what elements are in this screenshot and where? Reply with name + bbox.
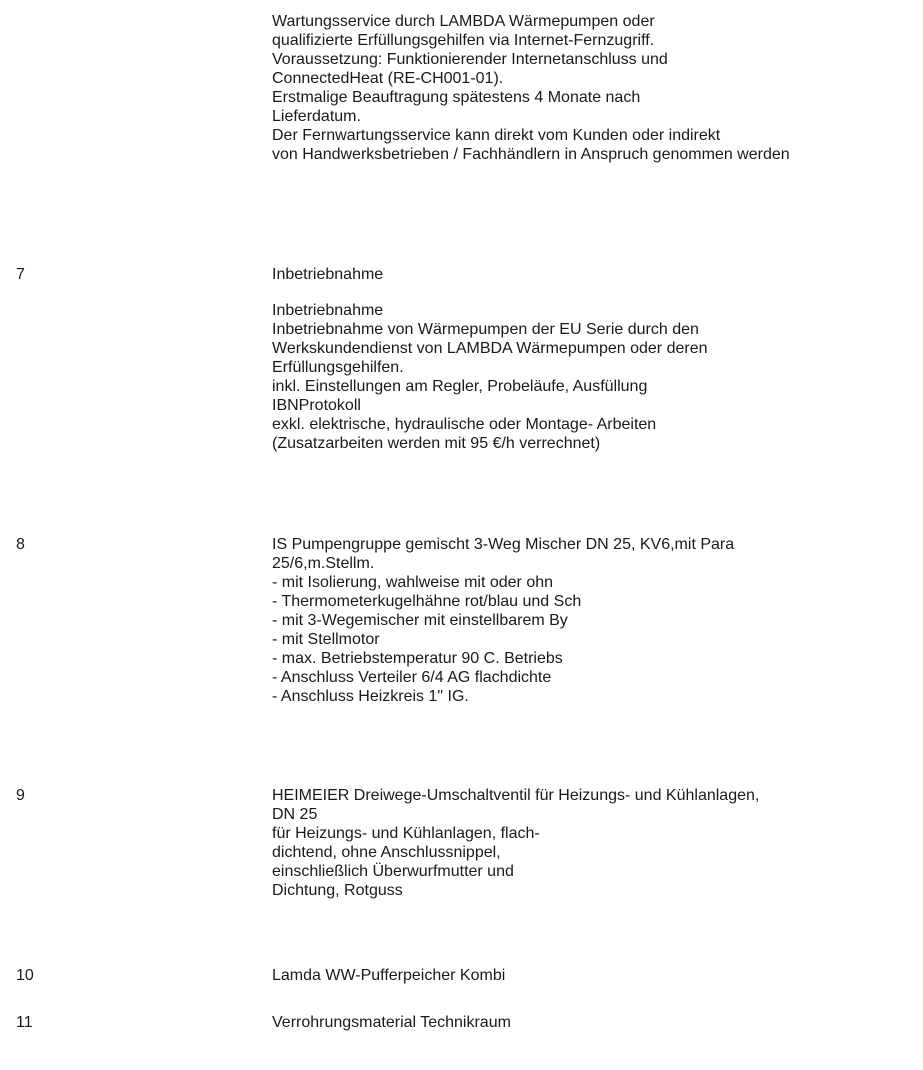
- item-number: 8: [16, 536, 25, 553]
- item-number: 10: [16, 967, 34, 984]
- text-line: für Heizungs- und Kühlanlagen, flach-: [272, 825, 540, 842]
- text-line: IBNProtokoll: [272, 397, 361, 414]
- text-line: - Thermometerkugelhähne rot/blau und Sch: [272, 593, 582, 610]
- text-line: Inbetriebnahme: [272, 302, 384, 319]
- text-line: exkl. elektrische, hydraulische oder Montage- Arbeiten: [272, 416, 657, 433]
- item-number: 11: [16, 1014, 33, 1031]
- text-line: (Zusatzarbeiten werden mit 95 €/h verrechnet): [272, 435, 601, 452]
- item-description: [272, 966, 505, 985]
- text-line: Voraussetzung: Funktionierender Internetanschluss und: [272, 51, 668, 68]
- text-line: Dichtung, Rotguss: [272, 882, 403, 899]
- text-line: Der Fernwartungsservice kann direkt vom Kunden oder indirekt: [272, 127, 721, 144]
- text-line: 25/6,m.Stellm.: [272, 555, 375, 572]
- text-line: von Handwerksbetrieben / Fachhändlern in Anspruch genommen werden: [272, 146, 790, 163]
- item-title: Inbetriebnahme: [272, 266, 384, 283]
- text-line: HEIMEIER Dreiwege-Umschaltventil für Heizungs- und Kühlanlagen,: [272, 787, 760, 804]
- text-line: - mit Isolierung, wahlweise mit oder ohn: [272, 574, 554, 591]
- text-line: - Anschluss Heizkreis 1" IG.: [272, 688, 469, 705]
- item-description: [272, 535, 734, 706]
- text-line: Lieferdatum.: [272, 108, 361, 125]
- item-description: [272, 786, 759, 900]
- item-number: 9: [16, 787, 25, 804]
- text-line: DN 25: [272, 806, 318, 823]
- text-line: Inbetriebnahme von Wärmepumpen der EU Serie durch den: [272, 321, 699, 338]
- text-line: ConnectedHeat (RE-CH001-01).: [272, 70, 504, 87]
- text-line: IS Pumpengruppe gemischt 3-Weg Mischer DN 25, KV6,mit Para: [272, 536, 735, 553]
- text-line: Verrohrungsmaterial Technikraum: [272, 1014, 511, 1031]
- intro-text: [272, 12, 790, 164]
- text-line: Erstmalige Beauftragung spätestens 4 Monate nach: [272, 89, 641, 106]
- text-line: dichtend, ohne Anschlussnippel,: [272, 844, 501, 861]
- item-description: [272, 1013, 511, 1032]
- text-line: Werkskundendienst von LAMBDA Wärmepumpen oder deren: [272, 340, 708, 357]
- item-description: [272, 301, 707, 453]
- text-line: Wartungsservice durch LAMBDA Wärmepumpen oder: [272, 13, 655, 30]
- text-line: inkl. Einstellungen am Regler, Probeläufe, Ausfüllung: [272, 378, 648, 395]
- text-line: - max. Betriebstemperatur 90 C. Betriebs: [272, 650, 563, 667]
- text-line: qualifizierte Erfüllungsgehilfen via Internet-Fernzugriff.: [272, 32, 655, 49]
- text-line: - Anschluss Verteiler 6/4 AG flachdichte: [272, 669, 552, 686]
- item-number: 7: [16, 266, 25, 283]
- text-line: Erfüllungsgehilfen.: [272, 359, 404, 376]
- text-line: - mit Stellmotor: [272, 631, 380, 648]
- text-line: - mit 3-Wegemischer mit einstellbarem By: [272, 612, 568, 629]
- text-line: einschließlich Überwurfmutter und: [272, 863, 514, 880]
- text-line: Lamda WW-Pufferpeicher Kombi: [272, 967, 506, 984]
